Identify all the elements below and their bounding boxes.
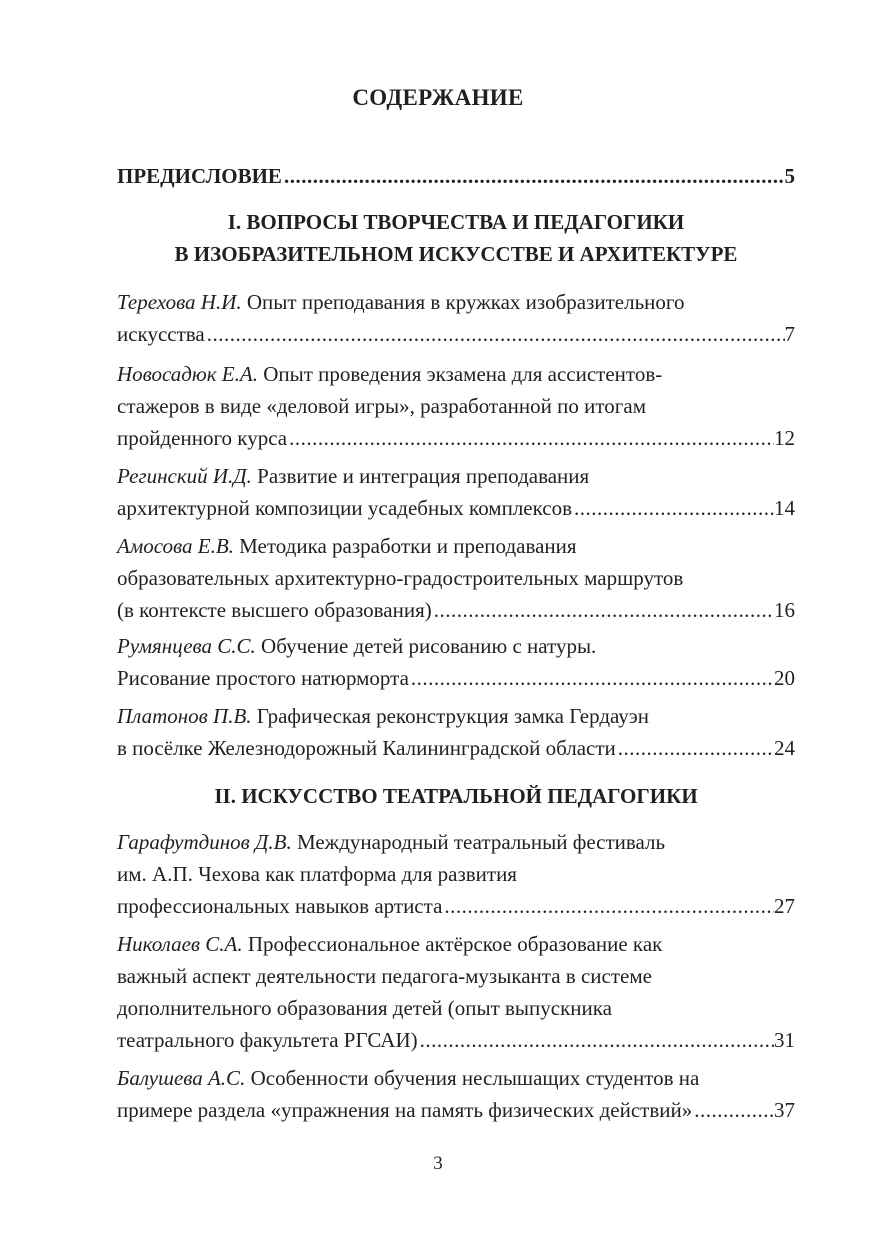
section-2-heading: II. ИСКУССТВО ТЕАТРАЛЬНОЙ ПЕДАГОГИКИ (214, 784, 698, 808)
entry-page: 24 (774, 736, 795, 760)
entry-title-line: Методика разработки и преподавания (233, 534, 577, 558)
entry-author: Платонов П.В. (117, 704, 252, 728)
entry-title-line: Опыт проведения экзамена для ассистентов- (257, 362, 663, 386)
entry-page: 31 (774, 1028, 795, 1052)
section-1-heading-line2: В ИЗОБРАЗИТЕЛЬНОМ ИСКУССТВЕ И АРХИТЕКТУРЕ (174, 242, 738, 266)
entry-title-last: (в контексте высшего образования) (117, 598, 432, 622)
entry-author: Гарафутдинов Д.В. (117, 830, 292, 854)
entry-title-last: архитектурной композиции усадебных комплексов (117, 496, 573, 520)
entry-title-line: Международный театральный фестиваль (291, 830, 666, 854)
entry-page: 12 (774, 426, 795, 450)
leader-dots (205, 318, 785, 350)
entry-title-line: Профессиональное актёрское образование как (242, 932, 663, 956)
entry-page: 37 (774, 1098, 795, 1122)
entry-page: 14 (774, 496, 795, 520)
entry-garafutdinov (117, 826, 795, 922)
entry-author: Балушева А.С. (117, 1066, 246, 1090)
page-title: СОДЕРЖАНИЕ (352, 85, 524, 110)
entry-terekhova (117, 286, 795, 350)
entry-page: 20 (774, 666, 795, 690)
preface-label: ПРЕДИСЛОВИЕ (117, 164, 282, 188)
entry-title-line: Особенности обучения неслышащих студентов на (245, 1066, 700, 1090)
section-1-heading (117, 206, 795, 270)
leader-dots (287, 422, 774, 454)
section-1-heading-line1: I. ВОПРОСЫ ТВОРЧЕСТВА И ПЕДАГОГИКИ (227, 210, 685, 234)
entry-novosadyuk (117, 358, 795, 454)
entry-page: 16 (774, 598, 795, 622)
entry-author: Терехова Н.И. (117, 290, 242, 314)
entry-title-line: Развитие и интеграция преподавания (251, 464, 590, 488)
entry-title-line: Опыт преподавания в кружках изобразительного (241, 290, 685, 314)
entry-author: Амосова Е.В. (117, 534, 234, 558)
entry-title-last: примере раздела «упражнения на память физических действий» (117, 1098, 693, 1122)
entry-author: Румянцева С.С. (117, 634, 256, 658)
entry-title-last: профессиональных навыков артиста (117, 894, 443, 918)
entry-title-line: стажеров в виде «деловой игры», разработанной по итогам (117, 394, 646, 418)
entry-author: Регинский И.Д. (117, 464, 252, 488)
leader-dots (282, 160, 785, 192)
entry-title-line: образовательных архитектурно-градостроительных маршрутов (117, 566, 684, 590)
entry-title-last: искусства (117, 322, 205, 346)
leader-dots (409, 662, 774, 694)
leader-dots (418, 1024, 774, 1056)
entry-rumyantseva (117, 630, 795, 694)
entry-title-last: Рисование простого натюрморта (117, 666, 409, 690)
leader-dots (692, 1094, 774, 1126)
entry-author: Новосадюк Е.А. (117, 362, 258, 386)
entry-author: Николаев С.А. (117, 932, 243, 956)
page-number: 3 (433, 1153, 443, 1174)
entry-platonov (117, 700, 795, 764)
leader-dots (442, 890, 774, 922)
entry-title-last: театрального факультета РГСАИ) (117, 1028, 418, 1052)
entry-page: 27 (774, 894, 795, 918)
entry-title-line: дополнительного образования детей (опыт выпускника (117, 996, 612, 1020)
entry-title-line: важный аспект деятельности педагога-музыканта в системе (117, 964, 652, 988)
entry-balusheva (117, 1062, 795, 1126)
entry-title-line: им. А.П. Чехова как платформа для развития (117, 862, 517, 886)
entry-title-last: пройденного курса (117, 426, 288, 450)
entry-nikolaev (117, 928, 795, 1056)
leader-dots (572, 492, 774, 524)
entry-amosova (117, 530, 795, 626)
preface-page: 5 (784, 164, 795, 188)
leader-dots (616, 732, 774, 764)
preface-entry (117, 160, 795, 192)
leader-dots (432, 594, 774, 626)
entry-page: 7 (784, 322, 795, 346)
entry-title-line: Графическая реконструкция замка Гердауэн (251, 704, 650, 728)
entry-reginsky (117, 460, 795, 524)
entry-title-last: в посёлке Железнодорожный Калининградской области (117, 736, 616, 760)
entry-title-line: Обучение детей рисованию с натуры. (255, 634, 597, 658)
